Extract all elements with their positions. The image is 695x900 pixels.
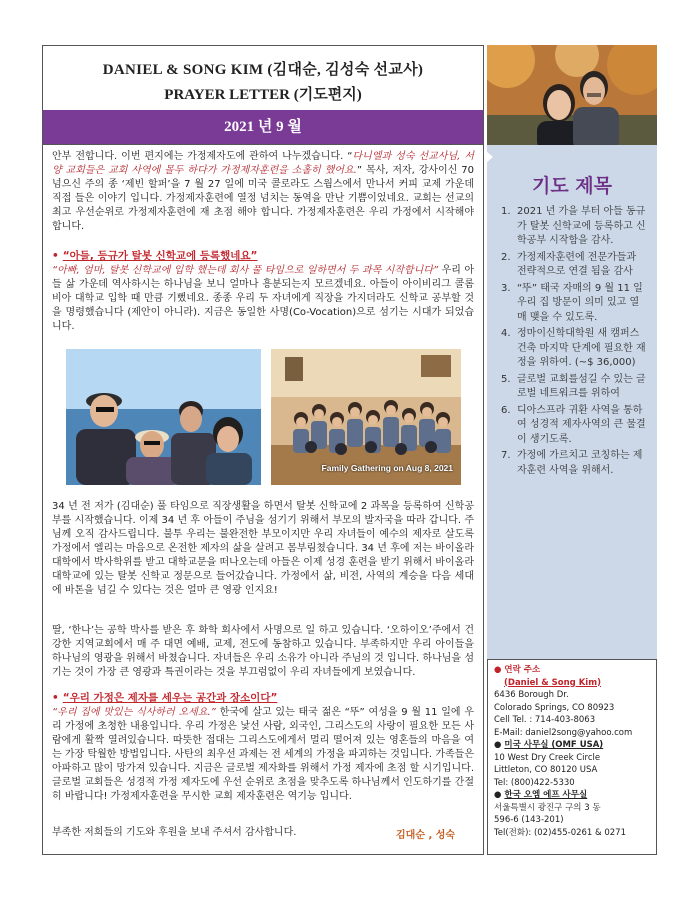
letter-date: 2021 년 9 월: [43, 110, 483, 144]
prayer-text: 가정에 가르치고 코칭하는 제자훈련 사역을 위해서.: [517, 450, 643, 476]
son-paragraph: [52, 264, 474, 334]
phone-line: Cell Tel. : 714-403-8063: [494, 715, 596, 725]
section-heading-home: [52, 690, 277, 705]
intro-text-1: 안부 전합니다. 이번 편지에는 가정제자도에 관하여 나누겠습니다. “: [52, 151, 353, 162]
heading-text: “우리 가정은 제자를 세우는 공간과 장소이다”: [62, 692, 278, 704]
contact-info: [487, 659, 657, 855]
prayer-item: [501, 205, 647, 249]
prayer-text: 글로벌 교회를섬길 수 있는 글로벌 네트워크를 위하여: [517, 373, 646, 399]
family-gathering-photo: [271, 349, 461, 485]
prayer-item: [501, 282, 647, 326]
address-heading-text: 연락 주소: [504, 665, 541, 675]
intro-quote: 다니엘과 성숙 선교사님, 서양 교회들은 교회 사역에 몰두 하다가 가정제자훈련을 소홀히 했어요.: [52, 151, 474, 176]
prayer-item: [501, 449, 647, 478]
phone-line: Tel: (800)422-5330: [494, 777, 575, 788]
prayer-item: [501, 373, 647, 402]
couple-photo: [487, 45, 657, 145]
prayer-text: 가정제자훈련에 전문가들과 전략적으로 연결 됨을 감사: [517, 251, 637, 277]
prayer-list: [501, 205, 647, 480]
prayer-num: 3.: [501, 282, 511, 294]
us-office-heading-text: 미국 사무실 (OMF USA): [504, 740, 604, 750]
home-quote: “우리 집에 맛있는 식사하러 오세요.”: [52, 707, 216, 718]
prayer-num: 1.: [501, 206, 511, 217]
prayer-item: [501, 404, 647, 448]
email-line: E-Mail: daniel2song@yahoo.com: [494, 727, 633, 738]
prayer-text: “뚜” 태국 자매의 9 월 11 일 우리 집 방문이 의미 있고 열매 맺을 수 있도록.: [517, 282, 643, 323]
photo-caption: Family Gathering on Aug 8, 2021: [321, 463, 453, 473]
address-line: 596-6 (143-201): [494, 815, 564, 825]
address-heading: [494, 664, 650, 677]
intro-text-2: ” 목사, 저자, 강사이신 70 넘으신 주의 종 ‘제빈 할퍼’을 7 월 27 일에 미국 콜로라도 스웜스에서 만나서 커피 교제 가운데 직접 들은 이야기 입니다. 가정제자훈련에 열정 넘치는 동역을 만난 기쁨이었네요. 교회는 선교의 최고 우선순위로 가정제자훈련에 재 초점 해야 합니다. 가정제자훈련은 우리 가정에서 시작해야 합니다.: [52, 165, 474, 232]
prayer-num: 4.: [501, 328, 511, 339]
address-line: Littleton, CO 80120 USA: [494, 765, 598, 775]
bullet: ●: [494, 790, 502, 800]
son-quote: “아빠, 엄마, 탈봇 신학교에 입학 했는데 회사 풀 타임으로 일하면서 두 과목 시작합니다”: [52, 265, 439, 276]
signature: 김대순 , 성숙: [396, 830, 456, 841]
prayer-text: 2021 년 가을 부터 아들 동규가 탈봇 신학교에 등록하고 신학공부 시작함을 감사.: [517, 206, 646, 246]
prayer-item: [501, 251, 647, 280]
son-history-paragraph: 34 년 전 저가 (김대순) 풀 타임으로 직장생활을 하면서 탈봇 신학교에 2 과목을 등록하여 신학공부를 시작했습니다. 이제 34 년 후 아들이 주님을 섬기기 위해서 부모의 발자국을 따라 갑니다. 주님께 오직 감사드립니다. 불투 우리는 불완전한 부모이지만 우리 자녀들이 예수의 제자로 살도록 가정에서 엘리는 마음으로 온전한 제자의 삶을 살려고 몸부림쳤습니다. 34 년 후에 저는 바이올라 대학에서 박사학위를 받고 대학교문을 떠나오는데 아들은 이제 성경 훈련을 받기 위해서 바이올라 대학교에 있는 탈봇 신학교 정문으로 들어갔습니다. 가정에서 삶, 비전, 사역의 계승을 다음 세대에 바톤을 넘길 수 있다는 것은 얼마 큰 영광 인지요!: [52, 501, 474, 596]
letter-header: [42, 45, 484, 145]
address-line: Colorado Springs, CO 80923: [494, 702, 615, 713]
heading-text: “아들, 등규가 탈봇 신학교에 등록했네요”: [62, 250, 258, 262]
prayer-num: 6.: [501, 404, 511, 416]
us-office-heading: [494, 739, 650, 752]
bullet: •: [52, 250, 59, 262]
prayer-item: [501, 327, 647, 371]
home-text: 한국에 살고 있는 태국 젊은 “뚜” 여성을 9 월 11 일에 우리 가정에 초청한 내용입니다. 우리 가정은 낯선 사람, 외국인, 그리스도의 사랑이 필요한 모든 사람에게 활짝 열려있습니다. 따뜻한 접대는 그리스도에게서 멀리 떨어져 있는 영혼들의 마음을 여는 가장 탁월한 방법입니다. 사탄의 최우선 과제는 전 세계의 가정을 파괴하는 것입니다. 가족들은 아파하고 많이 망가져 있습니다. 지금은 글로벌 제자화를 위해서 가정 제자에 초점 할 시기입니다. 글로벌 교회들은 성경적 가정 제자도에 우선 순위로 초점을 맞추도록 하나님께서 인도하기를 간절히 바랍니다! 가정제자훈련을 무시한 교회 제자훈련은 역기능 입니다.: [52, 707, 474, 802]
prayer-title: 기도 제목: [531, 175, 613, 197]
address-name: (Daniel & Song Kim): [504, 677, 601, 688]
missionary-names: DANIEL & SONG KIM (김대순, 김성숙 선교사): [102, 62, 424, 78]
prayer-num: 5.: [501, 373, 511, 385]
korea-office-heading-text: 한국 오엠 에프 사무실: [504, 790, 588, 800]
daughter-paragraph: 딸, ‘한나’는 공학 박사를 받은 후 화학 회사에서 사명으로 일 하고 있습니다. ‘오하이오’주에서 건강한 지역교회에서 매 주 대면 예배, 교제, 전도에 동참하고 있습니다. 부족하지만 우리 아이들을 하나님의 영광을 위해서 바쳤습니다. 자녀들은 우리 소유가 아니라 주님의 것 입니다. 하나님을 섬기는 것이 가장 큰 영광과 특권이라는 것을 부끄럼없이 우리 자녀들에게 보였습니다.: [52, 625, 474, 678]
prayer-text: 디아스프라 귀환 사역을 통하여 성경적 제자사역의 큰 물결이 생기도록.: [517, 404, 646, 445]
letter-title: PRAYER LETTER (기도편지): [164, 87, 362, 103]
family-beach-photo: [66, 349, 261, 485]
intro-paragraph: [52, 150, 474, 234]
bullet: ●: [494, 740, 502, 750]
address-line: 6436 Borough Dr.: [494, 690, 569, 700]
address-line: 10 West Dry Creek Circle: [494, 752, 601, 763]
son-text: 우리 아들 삶 가운데 역사하시는 하나님을 보니 얼마나 흥분되는지 모르겠네요. 아들이 아이비리그 콜롬비아 대학교 입학 때 만큼 기뻤네요. 종종 우리 두 자녀에게 직장을 가지더라도 신학교 공부할 것을 명령했습니다 (제안이 아니라). 지금은 동일한 사명(Co-Vocation)으로 섬기는 시대가 되었습니다.: [52, 265, 474, 332]
home-paragraph: [52, 706, 474, 804]
prayer-num: 2.: [501, 251, 511, 263]
prayer-text: 정마이신학대학원 새 캠퍼스 건축 마지막 단계에 필요한 재정을 위하여. (~$ 36,000): [517, 328, 646, 368]
address-line: 서울특별시 광진구 구의 3 동: [494, 802, 601, 813]
korea-office-heading: [494, 789, 650, 802]
phone-line: Tel(전화): (02)455-0261 & 0271: [494, 827, 626, 838]
section-heading-son: [52, 248, 257, 263]
bullet: •: [52, 692, 59, 704]
bullet: ●: [494, 665, 502, 675]
prayer-requests-panel: [487, 145, 657, 659]
closing-line: 부족한 저희들의 기도와 후원을 보내 주셔서 감사합니다.: [52, 827, 297, 838]
prayer-num: 7.: [501, 450, 511, 461]
